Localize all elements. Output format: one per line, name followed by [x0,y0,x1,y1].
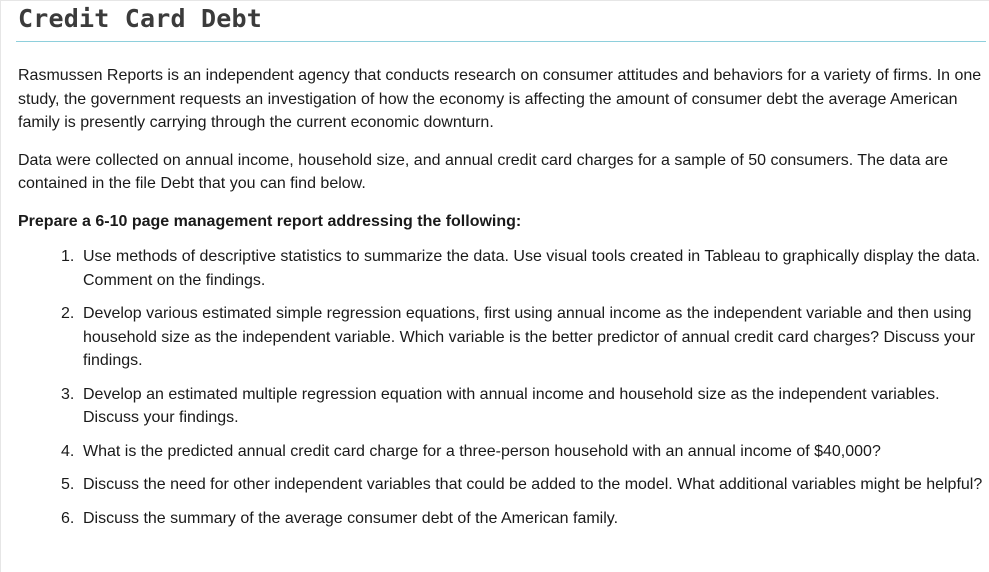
list-item [18,245,986,292]
list-item [18,440,986,464]
list-item [18,473,986,497]
list-item-text: Use methods of descriptive statistics to summarize the data. Use visual tools created in Tableau to graphically display the data. Comment on the findings. [83,248,981,289]
list-item-text: Develop various estimated simple regression equations, first using annual income as the independent variable and then using household size as the independent variable. Which variable is the better predictor of annual credit card charges? Discuss your findings. [83,305,976,369]
title-divider [16,41,986,42]
list-item-text: What is the predicted annual credit card charge for a three-person household with an annual income of $40,000? [83,442,881,460]
list-item [18,302,986,373]
list-item [18,507,986,531]
assignment-content [18,64,986,540]
list-item-number: 2. [61,305,75,322]
list-item-number: 4. [61,442,75,460]
list-item-text: Discuss the need for other independent variables that could be added to the model. What additional variables might be helpful? [83,476,983,493]
list-item-number: 6. [61,509,75,527]
page-title: Credit Card Debt [18,4,263,33]
list-item-number: 3. [61,385,75,403]
report-heading: Prepare a 6-10 page management report addressing the following: [18,212,522,230]
task-list [18,245,986,530]
list-item-number: 1. [61,248,75,265]
data-description-paragraph: Data were collected on annual income, household size, and annual credit card charges for a sample of 50 consumers. The data are contained in the file Debt that you can find below. [18,151,949,192]
list-item-number: 5. [61,476,75,493]
list-item [18,383,986,430]
intro-paragraph: Rasmussen Reports is an independent agency that conducts research on consumer attitudes and behaviors for a variety of firms. In one study, the government requests an investigation of how the economy is affecting the amount of consumer debt the average American family is presently carrying through the current economic downturn. [18,67,982,131]
list-item-text: Discuss the summary of the average consumer debt of the American family. [83,509,619,527]
list-item-text: Develop an estimated multiple regression equation with annual income and household size as the independent variables. Discuss your findings. [83,385,940,426]
